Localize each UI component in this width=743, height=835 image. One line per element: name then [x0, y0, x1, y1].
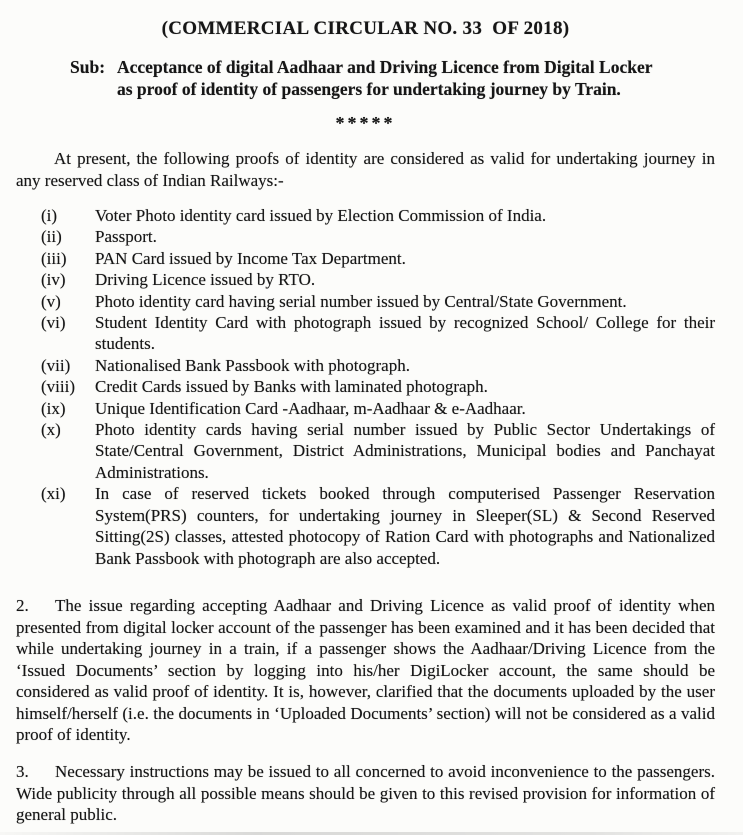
list-item: [16, 312, 715, 355]
list-item-text: In case of reserved tickets booked through computerised Passenger Reservation System(PRS) counters, for undertaking journey in Sleeper(SL) & Second Reserved Sitting(2S) classes, attested photocopy of Ration Card with photographs and Nationalized Bank Passbook with photograph are also accepted.: [95, 484, 715, 568]
list-item: [16, 291, 715, 312]
list-item: [16, 398, 715, 419]
list-item-text: Unique Identification Card -Aadhaar, m-Aadhaar & e-Aadhaar.: [95, 398, 526, 418]
list-item: [16, 205, 715, 226]
paragraph-text: The issue regarding accepting Aadhaar and Driving Licence as valid proof of identity when presented from digital locker account of the passenger has been examined and it has been decided that while undertaking journey in a train, if a passenger shows the Aadhaar/Driving Licence from the ‘Issued Documents’ section by logging into his/her DigiLocker account, the same should be considered as valid proof of identity. It is, however, clarified that the documents uploaded by the user himself/herself (i.e. the documents in ‘Uploaded Documents’ section) will not be considered as a valid proof of identity.: [16, 595, 715, 745]
subject-line-1: Acceptance of digital Aadhaar and Driving Licence from Digital Locker: [117, 57, 653, 77]
list-item: [16, 483, 715, 569]
list-item: [16, 269, 715, 290]
list-item-marker: (viii): [41, 377, 75, 397]
paragraph-3: [16, 761, 715, 826]
list-item: [16, 226, 715, 247]
list-item-marker: (iii): [41, 248, 67, 268]
list-item: [16, 248, 715, 269]
paragraph-number: 3.: [16, 762, 29, 782]
subject-line-2: as proof of identity of passengers for undertaking journey by Train.: [117, 79, 621, 99]
intro-paragraph: At present, the following proofs of identity are considered as valid for undertaking journey in any reserved class of Indian Railways:-: [16, 149, 715, 190]
paragraph-number: 2.: [16, 595, 29, 615]
list-item-text: Photo identity card having serial number issued by Central/State Government.: [95, 291, 627, 311]
identity-proof-list: [16, 205, 715, 569]
list-item-marker: (i): [41, 206, 58, 225]
list-item-marker: (x): [41, 420, 61, 440]
list-item: [16, 376, 715, 397]
list-item-text: Nationalised Bank Passbook with photograph.: [95, 355, 410, 375]
list-item-text: Student Identity Card with photograph issued by recognized School/ College for their students.: [95, 313, 715, 354]
paragraph-text: Necessary instructions may be issued to all concerned to avoid inconvenience to the passengers. Wide publicity through all possible means should be given to this revised provision for information of general public.: [16, 762, 715, 825]
circular-title: (COMMERCIAL CIRCULAR NO. 33 OF 2018): [161, 18, 570, 39]
list-item-text: Passport.: [95, 227, 157, 247]
list-item-text: Credit Cards issued by Banks with laminated photograph.: [95, 377, 488, 397]
separator-stars: *****: [335, 113, 396, 133]
list-item-marker: (ii): [41, 227, 62, 247]
list-item: [16, 419, 715, 483]
list-item-marker: (ix): [41, 398, 66, 418]
subject-block: [16, 56, 715, 100]
paragraph-2: [16, 595, 715, 746]
list-item-text: Voter Photo identity card issued by Election Commission of India.: [95, 206, 547, 225]
list-item-text: Driving Licence issued by RTO.: [95, 270, 316, 290]
list-item-marker: (vii): [41, 355, 71, 375]
list-item-text: PAN Card issued by Income Tax Department.: [95, 248, 406, 268]
subject-label: Sub:: [70, 57, 106, 77]
subject-text: [117, 56, 653, 100]
list-item: [16, 355, 715, 376]
list-item-marker: (vi): [41, 313, 66, 333]
list-item-marker: (xi): [41, 484, 66, 504]
list-item-marker: (iv): [41, 270, 66, 290]
list-item-marker: (v): [41, 291, 61, 311]
list-item-text: Photo identity cards having serial number issued by Public Sector Undertakings of State/Central Government, District Administrations, Municipal bodies and Panchayat Administrations.: [95, 420, 715, 482]
